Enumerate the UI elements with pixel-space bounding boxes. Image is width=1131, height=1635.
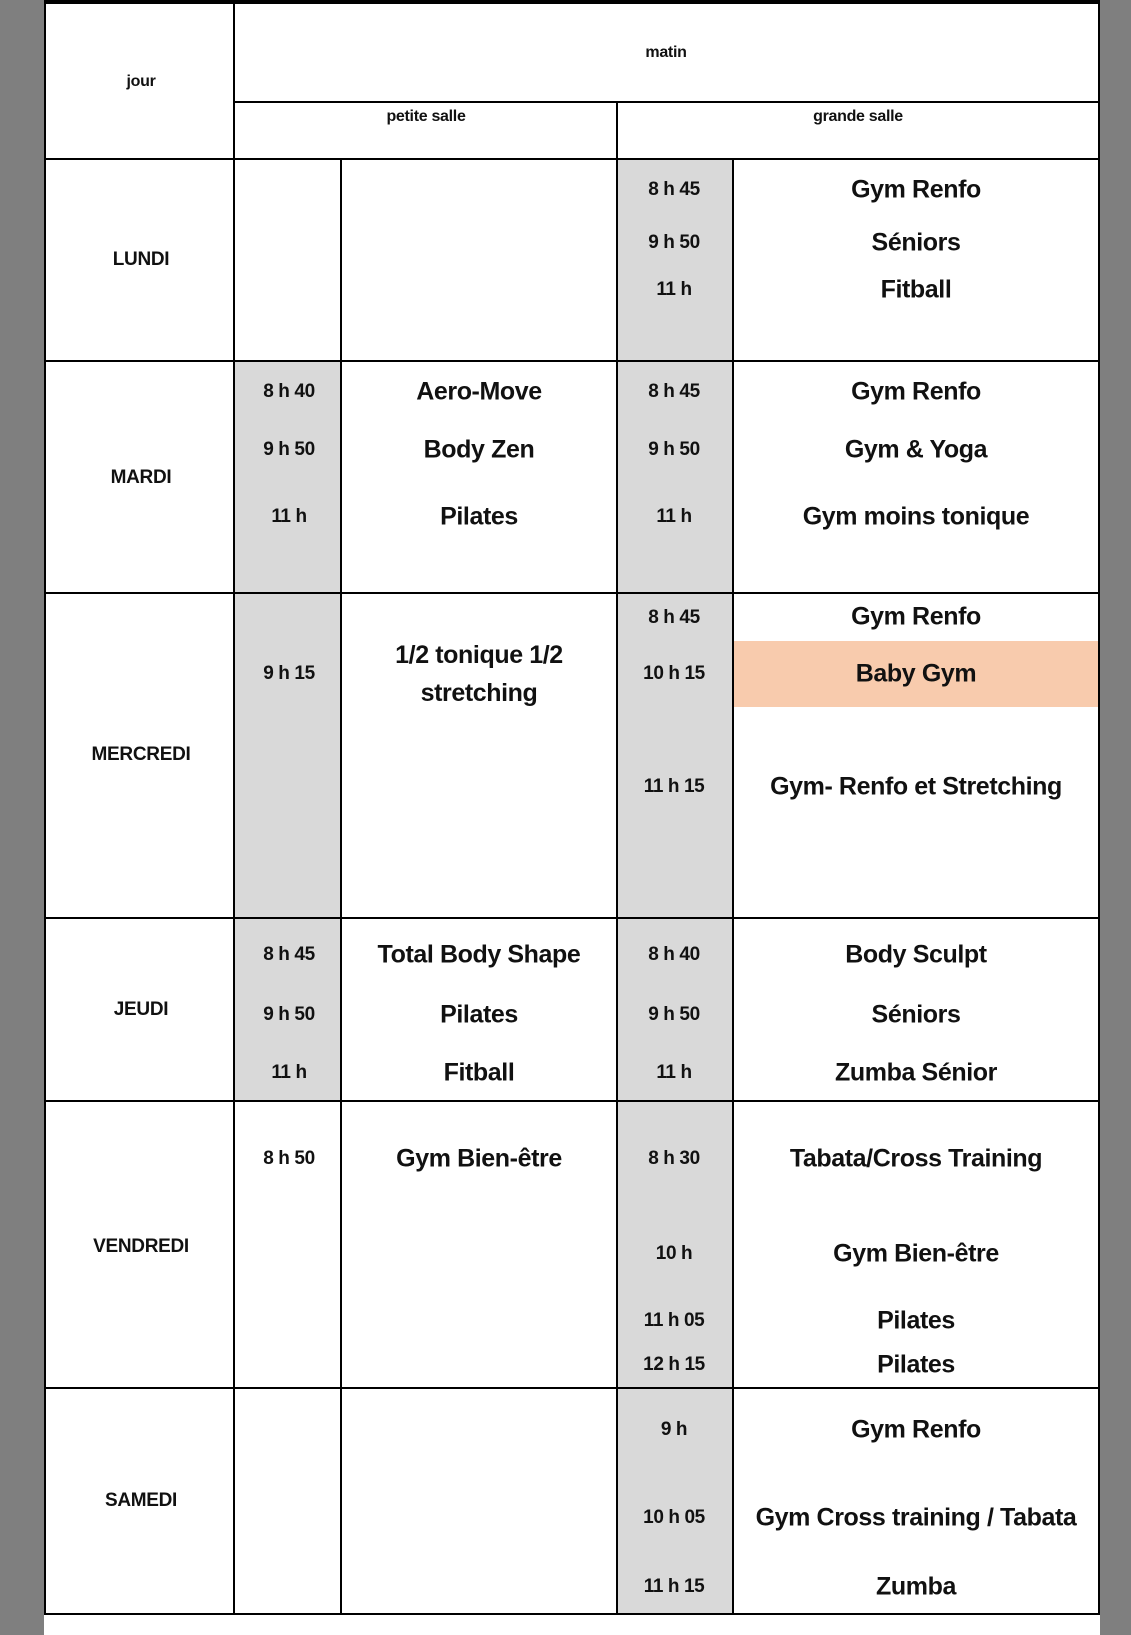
row-divider bbox=[44, 592, 1100, 594]
grande-time: 11 h bbox=[656, 279, 692, 300]
petite-time: 9 h 50 bbox=[263, 439, 315, 460]
day-label: SAMEDI bbox=[104, 1490, 178, 1511]
petite-time: 9 h 15 bbox=[263, 663, 315, 684]
day-label: VENDREDI bbox=[93, 1236, 189, 1257]
grande-time: 9 h 50 bbox=[648, 1004, 700, 1025]
table-top-border bbox=[44, 0, 1100, 4]
petite-activity: Gym Bien-être bbox=[396, 1144, 562, 1173]
grande-activity-highlighted: Baby Gym bbox=[855, 659, 977, 688]
grande-activity: Pilates bbox=[877, 1350, 955, 1379]
petite-time: 11 h bbox=[271, 1062, 307, 1083]
grande-activity: Pilates bbox=[877, 1306, 955, 1335]
grande-activity: Gym & Yoga bbox=[844, 435, 988, 464]
grande-activity: Zumba Sénior bbox=[835, 1058, 997, 1087]
petite-time: 8 h 45 bbox=[263, 944, 315, 965]
day-label: JEUDI bbox=[113, 999, 169, 1020]
petite-activity: 1/2 tonique 1/2 stretching bbox=[395, 641, 563, 707]
grande-activity: Gym Renfo bbox=[851, 175, 981, 204]
grande-activity: Gym Bien-être bbox=[833, 1239, 999, 1268]
grande-activity: Gym Renfo bbox=[851, 1415, 981, 1444]
grande-time: 10 h 15 bbox=[643, 663, 705, 684]
column-divider bbox=[44, 4, 46, 1615]
grande-activity: Séniors bbox=[871, 228, 961, 257]
column-divider bbox=[732, 158, 734, 1615]
petite-activity: Body Zen bbox=[423, 435, 535, 464]
day-label: LUNDI bbox=[112, 249, 170, 270]
left-margin-band bbox=[0, 0, 44, 1635]
petite-time-fill bbox=[235, 362, 341, 1102]
grande-activity: Gym Cross training / Tabata bbox=[755, 1503, 1077, 1532]
day-label: MERCREDI bbox=[91, 744, 191, 765]
grande-time: 11 h bbox=[656, 506, 692, 527]
grande-activity: Gym Renfo bbox=[851, 602, 981, 631]
grande-time: 11 h bbox=[656, 1062, 692, 1083]
petite-time: 8 h 50 bbox=[263, 1148, 315, 1169]
grande-time: 8 h 45 bbox=[648, 179, 700, 200]
header-petite-salle: petite salle bbox=[386, 108, 466, 125]
day-label: MARDI bbox=[110, 467, 172, 488]
grande-activity: Body Sculpt bbox=[845, 940, 987, 969]
grande-time: 11 h 15 bbox=[643, 776, 705, 797]
row-divider bbox=[44, 1613, 1100, 1615]
grande-activity: Séniors bbox=[871, 1000, 961, 1029]
grande-time: 9 h bbox=[660, 1419, 688, 1440]
column-divider bbox=[233, 4, 235, 1615]
grande-time: 10 h bbox=[655, 1243, 693, 1264]
header-grande-salle: grande salle bbox=[813, 108, 903, 125]
column-divider bbox=[616, 101, 618, 1615]
grande-time: 12 h 15 bbox=[643, 1354, 705, 1375]
petite-activity: Pilates bbox=[440, 1000, 518, 1029]
grande-time-fill bbox=[618, 160, 733, 1615]
grande-activity: Gym- Renfo et Stretching bbox=[770, 772, 1062, 801]
row-divider bbox=[44, 1100, 1100, 1102]
row-divider bbox=[44, 917, 1100, 919]
grande-time: 11 h 05 bbox=[643, 1310, 705, 1331]
grande-time: 9 h 50 bbox=[648, 232, 700, 253]
row-divider bbox=[235, 101, 1100, 103]
column-divider bbox=[1098, 4, 1100, 1615]
row-divider bbox=[44, 1387, 1100, 1389]
petite-activity: Pilates bbox=[440, 502, 518, 531]
grande-time: 11 h 15 bbox=[643, 1576, 705, 1597]
grande-activity: Gym Renfo bbox=[851, 377, 981, 406]
row-divider bbox=[44, 158, 1100, 160]
grande-time: 9 h 50 bbox=[648, 439, 700, 460]
grande-time: 8 h 45 bbox=[648, 607, 700, 628]
petite-time: 11 h bbox=[271, 506, 307, 527]
grande-activity: Zumba bbox=[876, 1572, 956, 1601]
grande-activity: Fitball bbox=[880, 275, 952, 304]
header-jour: jour bbox=[126, 73, 156, 90]
right-margin-band bbox=[1100, 0, 1131, 1635]
grande-activity: Gym moins tonique bbox=[802, 502, 1030, 531]
column-divider bbox=[340, 158, 342, 1615]
petite-activity: Aero-Move bbox=[416, 377, 542, 406]
grande-time: 8 h 40 bbox=[648, 944, 700, 965]
petite-time: 9 h 50 bbox=[263, 1004, 315, 1025]
header-matin: matin bbox=[645, 44, 687, 61]
grande-activity: Tabata/Cross Training bbox=[789, 1144, 1043, 1173]
grande-time: 10 h 05 bbox=[643, 1507, 705, 1528]
petite-activity: Total Body Shape bbox=[377, 940, 581, 969]
grande-time: 8 h 30 bbox=[648, 1148, 700, 1169]
grande-time: 8 h 45 bbox=[648, 381, 700, 402]
petite-activity: Fitball bbox=[443, 1058, 515, 1087]
row-divider bbox=[44, 360, 1100, 362]
petite-time: 8 h 40 bbox=[263, 381, 315, 402]
